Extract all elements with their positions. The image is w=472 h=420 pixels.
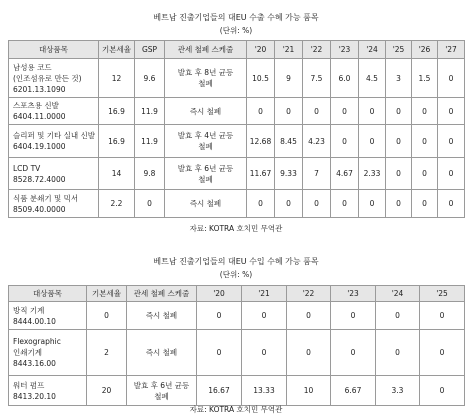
schedule-line: 철폐 bbox=[154, 391, 169, 401]
base-rate-cell: 16.9 bbox=[99, 98, 135, 125]
year-cell: 4.23 bbox=[303, 125, 331, 158]
header-item: 대상품목 bbox=[9, 286, 87, 302]
item-code: 8413.20.10 bbox=[13, 391, 56, 401]
year-cell: 6.0 bbox=[331, 59, 359, 98]
schedule-cell bbox=[165, 125, 247, 158]
year-cell: 0 bbox=[275, 190, 303, 218]
item-code: 6404.19.1000 bbox=[13, 142, 66, 151]
table1-unit: (단위: %) bbox=[219, 26, 253, 35]
year-cell: 0 bbox=[331, 125, 359, 158]
table-row bbox=[9, 330, 465, 376]
schedule-cell bbox=[127, 302, 197, 330]
schedule-line: 철폐 bbox=[198, 79, 213, 88]
schedule-line: 철폐 bbox=[198, 174, 213, 184]
year-cell: 0 bbox=[386, 158, 412, 190]
table-row bbox=[9, 125, 465, 158]
item-cell bbox=[9, 158, 99, 190]
header-year-22: '22 bbox=[303, 41, 331, 59]
header-year-21: '21 bbox=[242, 286, 287, 302]
year-cell: 3 bbox=[386, 59, 412, 98]
item-cell bbox=[9, 125, 99, 158]
item-code: 6201.13.1090 bbox=[13, 84, 66, 94]
item-name: LCD TV bbox=[13, 163, 41, 173]
year-cell: 13.33 bbox=[242, 376, 287, 406]
table-row bbox=[9, 302, 465, 330]
schedule-line: 즉시 철폐 bbox=[189, 199, 222, 208]
item-cell bbox=[9, 98, 99, 125]
header-year-22: '22 bbox=[287, 286, 331, 302]
table2-source: 자료: KOTRA 호치민 무역관 bbox=[189, 405, 283, 414]
table2-title: 베트남 진출기업들의 대EU 수입 수혜 가능 품목 bbox=[153, 257, 319, 266]
year-cell: 0 bbox=[420, 302, 465, 330]
table-row bbox=[9, 158, 465, 190]
schedule-cell bbox=[165, 59, 247, 98]
year-cell: 16.67 bbox=[197, 376, 242, 406]
year-cell: 0 bbox=[331, 302, 376, 330]
header-year-24: '24 bbox=[376, 286, 420, 302]
year-cell: 6.67 bbox=[331, 376, 376, 406]
header-gsp: GSP bbox=[135, 41, 165, 59]
header-year-23: '23 bbox=[331, 286, 376, 302]
item-code: 8528.72.4000 bbox=[13, 174, 66, 184]
schedule-cell bbox=[127, 376, 197, 406]
header-year-20: '20 bbox=[247, 41, 275, 59]
table1-source: 자료: KOTRA 호치민 무역관 bbox=[189, 224, 283, 233]
year-cell: 0 bbox=[438, 125, 465, 158]
item-detail: (인조섬유로 만든 것) bbox=[13, 73, 82, 83]
year-cell: 0 bbox=[359, 125, 386, 158]
table1-title: 베트남 진출기업들의 대EU 수출 수혜 가능 품목 bbox=[153, 13, 319, 22]
item-code: 6404.11.0000 bbox=[13, 112, 66, 121]
import-benefit-table bbox=[8, 285, 465, 406]
year-cell: 0 bbox=[242, 302, 287, 330]
header-schedule: 관세 철폐 스케줄 bbox=[165, 41, 247, 59]
year-cell: 0 bbox=[359, 98, 386, 125]
year-cell: 1.5 bbox=[412, 59, 438, 98]
year-cell: 9 bbox=[275, 59, 303, 98]
header-year-27: '27 bbox=[438, 41, 465, 59]
schedule-cell bbox=[165, 190, 247, 218]
schedule-line: 즉시 철폐 bbox=[145, 348, 178, 357]
year-cell: 4.67 bbox=[331, 158, 359, 190]
base-rate-cell: 0 bbox=[87, 302, 127, 330]
base-rate-cell: 12 bbox=[99, 59, 135, 98]
item-code: 8444.00.10 bbox=[13, 316, 56, 326]
year-cell: 0 bbox=[275, 98, 303, 125]
year-cell: 0 bbox=[386, 125, 412, 158]
item-name: 식품 분쇄기 및 믹서 bbox=[13, 193, 79, 203]
year-cell: 0 bbox=[438, 190, 465, 218]
export-benefit-table bbox=[8, 40, 465, 218]
header-year-24: '24 bbox=[359, 41, 386, 59]
year-cell: 0 bbox=[331, 190, 359, 218]
schedule-cell bbox=[127, 330, 197, 376]
item-cell bbox=[9, 190, 99, 218]
item-name: 워터 펌프 bbox=[13, 380, 45, 390]
table-header-row bbox=[9, 286, 465, 302]
year-cell: 11.67 bbox=[247, 158, 275, 190]
header-year-23: '23 bbox=[331, 41, 359, 59]
year-cell: 0 bbox=[420, 376, 465, 406]
item-detail: 인쇄기계 bbox=[13, 348, 42, 357]
gsp-cell: 11.9 bbox=[135, 98, 165, 125]
year-cell: 3.3 bbox=[376, 376, 420, 406]
header-year-21: '21 bbox=[275, 41, 303, 59]
item-name: 슬리퍼 및 기타 실내 신발 bbox=[13, 131, 95, 140]
year-cell: 0 bbox=[331, 98, 359, 125]
item-cell bbox=[9, 302, 87, 330]
gsp-cell: 11.9 bbox=[135, 125, 165, 158]
item-name: Flexographic bbox=[13, 337, 61, 346]
year-cell: 0 bbox=[359, 190, 386, 218]
year-cell: 0 bbox=[287, 302, 331, 330]
header-year-25: '25 bbox=[420, 286, 465, 302]
item-cell bbox=[9, 59, 99, 98]
base-rate-cell: 20 bbox=[87, 376, 127, 406]
year-cell: 0 bbox=[438, 59, 465, 98]
item-cell bbox=[9, 330, 87, 376]
year-cell: 0 bbox=[247, 190, 275, 218]
base-rate-cell: 14 bbox=[99, 158, 135, 190]
year-cell: 9.33 bbox=[275, 158, 303, 190]
year-cell: 0 bbox=[331, 330, 376, 376]
table-header-row bbox=[9, 41, 465, 59]
year-cell: 2.33 bbox=[359, 158, 386, 190]
year-cell: 0 bbox=[438, 158, 465, 190]
header-year-26: '26 bbox=[412, 41, 438, 59]
year-cell: 7 bbox=[303, 158, 331, 190]
year-cell: 0 bbox=[303, 190, 331, 218]
base-rate-cell: 16.9 bbox=[99, 125, 135, 158]
header-base-rate: 기본세율 bbox=[99, 41, 135, 59]
gsp-cell: 0 bbox=[135, 190, 165, 218]
header-year-25: '25 bbox=[386, 41, 412, 59]
item-name: 방직 기계 bbox=[13, 305, 45, 315]
year-cell: 0 bbox=[197, 330, 242, 376]
item-code: 8443.16.00 bbox=[13, 359, 56, 368]
year-cell: 0 bbox=[438, 98, 465, 125]
year-cell: 0 bbox=[386, 98, 412, 125]
header-year-20: '20 bbox=[197, 286, 242, 302]
schedule-line: 철폐 bbox=[198, 142, 213, 151]
header-schedule: 관세 철폐 스케줄 bbox=[127, 286, 197, 302]
item-name: 남성용 코드 bbox=[13, 62, 52, 72]
year-cell: 7.5 bbox=[303, 59, 331, 98]
schedule-line: 발효 후 4년 균등 bbox=[177, 131, 234, 140]
table2-unit: (단위: %) bbox=[219, 270, 253, 279]
year-cell: 0 bbox=[420, 330, 465, 376]
table-row bbox=[9, 98, 465, 125]
year-cell: 0 bbox=[303, 98, 331, 125]
schedule-line: 즉시 철폐 bbox=[145, 311, 178, 320]
item-code: 8509.40.0000 bbox=[13, 204, 66, 214]
base-rate-cell: 2.2 bbox=[99, 190, 135, 218]
year-cell: 0 bbox=[242, 330, 287, 376]
header-base-rate: 기본세율 bbox=[87, 286, 127, 302]
year-cell: 0 bbox=[412, 158, 438, 190]
schedule-cell bbox=[165, 98, 247, 125]
item-name: 스포츠용 신발 bbox=[13, 101, 59, 110]
year-cell: 0 bbox=[412, 125, 438, 158]
item-cell bbox=[9, 376, 87, 406]
year-cell: 0 bbox=[412, 98, 438, 125]
schedule-line: 발효 후 8년 균등 bbox=[177, 68, 234, 77]
schedule-line: 발효 후 6년 균등 bbox=[133, 380, 190, 390]
table-row bbox=[9, 59, 465, 98]
gsp-cell: 9.6 bbox=[135, 59, 165, 98]
year-cell: 0 bbox=[376, 302, 420, 330]
year-cell: 10 bbox=[287, 376, 331, 406]
schedule-line: 발효 후 6년 균등 bbox=[177, 163, 234, 173]
year-cell: 0 bbox=[386, 190, 412, 218]
year-cell: 0 bbox=[412, 190, 438, 218]
base-rate-cell: 2 bbox=[87, 330, 127, 376]
year-cell: 0 bbox=[247, 98, 275, 125]
year-cell: 12.68 bbox=[247, 125, 275, 158]
year-cell: 0 bbox=[287, 330, 331, 376]
year-cell: 0 bbox=[376, 330, 420, 376]
table-row bbox=[9, 376, 465, 406]
year-cell: 0 bbox=[197, 302, 242, 330]
table-row bbox=[9, 190, 465, 218]
schedule-line: 즉시 철폐 bbox=[189, 106, 222, 116]
gsp-cell: 9.8 bbox=[135, 158, 165, 190]
header-item: 대상품목 bbox=[9, 41, 99, 59]
schedule-cell bbox=[165, 158, 247, 190]
year-cell: 4.5 bbox=[359, 59, 386, 98]
year-cell: 8.45 bbox=[275, 125, 303, 158]
year-cell: 10.5 bbox=[247, 59, 275, 98]
